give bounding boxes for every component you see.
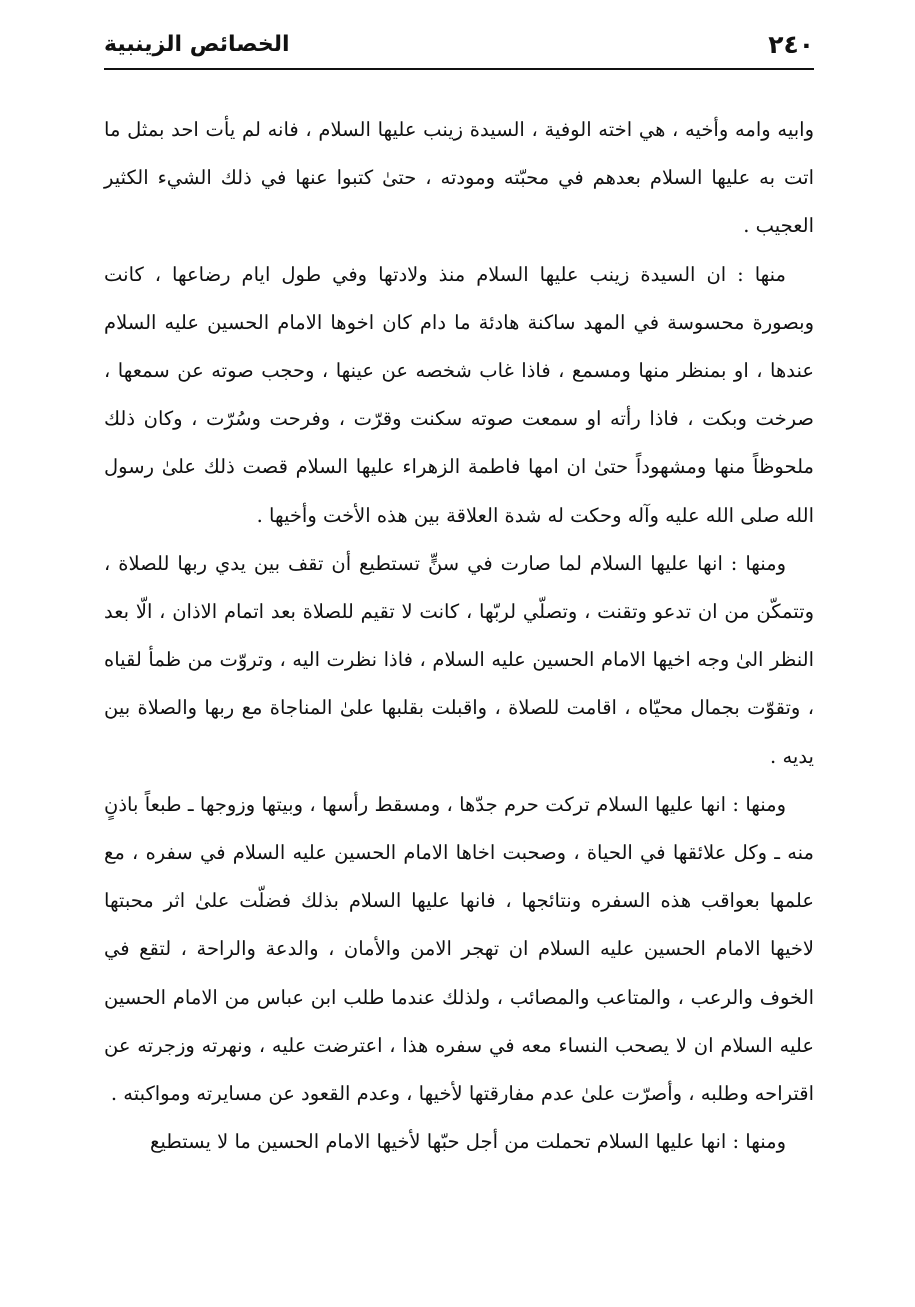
paragraph-zainab-prayer: ومنها : انها عليها السلام لما صارت في سنٍّ تستطيع أن تقف بين يدي ربها للصلاة ، وتتمكّن من ان تدعو وتقنت ، وتصلّي لربّها ، كانت لا تقيم للصلاة بعد اتمام الاذان ، الّا بعد النظر الىٰ وجه اخيها الامام الحسين عليه السلام ، فاذا نظرت اليه ، وتروّت من ظمأ لقياه ، وتقوّت بجمال محيّاه ، اقامت للصلاة ، واقبلت بقلبها علىٰ المناجاة مع ربها والصلاة بين يديه . — [104, 551, 814, 768]
running-title: الخصائص الزينبية — [104, 32, 290, 57]
page-number: ٢٤٠ — [768, 30, 814, 59]
header-rule — [104, 68, 814, 70]
running-head — [104, 28, 814, 74]
paragraph-zainab-journey: ومنها : انها عليها السلام تركت حرم جدّها ، ومسقط رأسها ، وبيتها وزوجها ـ طبعاً باذنٍ منه ـ وكل علائقها في الحياة ، وصحبت اخاها الامام الحسين عليه السلام في سفره ، مع علمها بعواقب هذه السفره ونتائجها ، فانها عليها السلام بذلك فضلّت علىٰ اثر محبتها لاخيها الامام الحسين عليه السلام ان تهجر الامن والأمان ، والدعة والراحة ، لتقع في الخوف والرعب ، والمتاعب والمصائب ، ولذلك عندما طلب ابن عباس من الامام الحسين عليه السلام ان لا يصحب النساء معه في سفره هذا ، اعترضت عليه ، ونهرته وزجرته عن اقتراحه وطلبه ، وأصرّت علىٰ عدم مفارقتها لأخيها ، وعدم القعود عن مسايرته ومواكبته . — [104, 792, 814, 1106]
paragraph-zainab-infancy: منها : ان السيدة زينب عليها السلام منذ ولادتها وفي طول ايام رضاعها ، كانت وبصورة محسوسة في المهد ساكنة هادئة ما دام كان اخوها الامام الحسين عليه السلام عندها ، او بمنظر منها ومسمع ، فاذا غاب شخصه عن عينها ، وحجب صوته عن سمعها ، صرخت وبكت ، فاذا رأته او سمعت صوته سكنت وقرّت ، وفرحت وسُرّت ، وكان ذلك ملحوظاً منها ومشهوداً حتىٰ ان امها فاطمة الزهراء عليها السلام قصت ذلك علىٰ رسول الله صلى الله عليه وآله وحكت له شدة العلاقة بين هذه الأخت وأخيها . — [104, 262, 815, 527]
paragraph-zainab-endurance: ومنها : انها عليها السلام تحملت من أجل حبّها لأخيها الامام الحسين ما لا يستطيع — [150, 1130, 786, 1154]
book-page — [104, 28, 814, 1278]
paragraph-continued: وابيه وامه وأخيه ، هي اخته الوفية ، السيدة زينب عليها السلام ، فانه لم يأت احد بمثل ما اتت به عليها السلام بعدهم في محبّته ومودته ، حتىٰ كتبوا عنها في ذلك الشيء الكثير العجيب . — [104, 118, 814, 238]
body-text — [104, 106, 814, 1166]
